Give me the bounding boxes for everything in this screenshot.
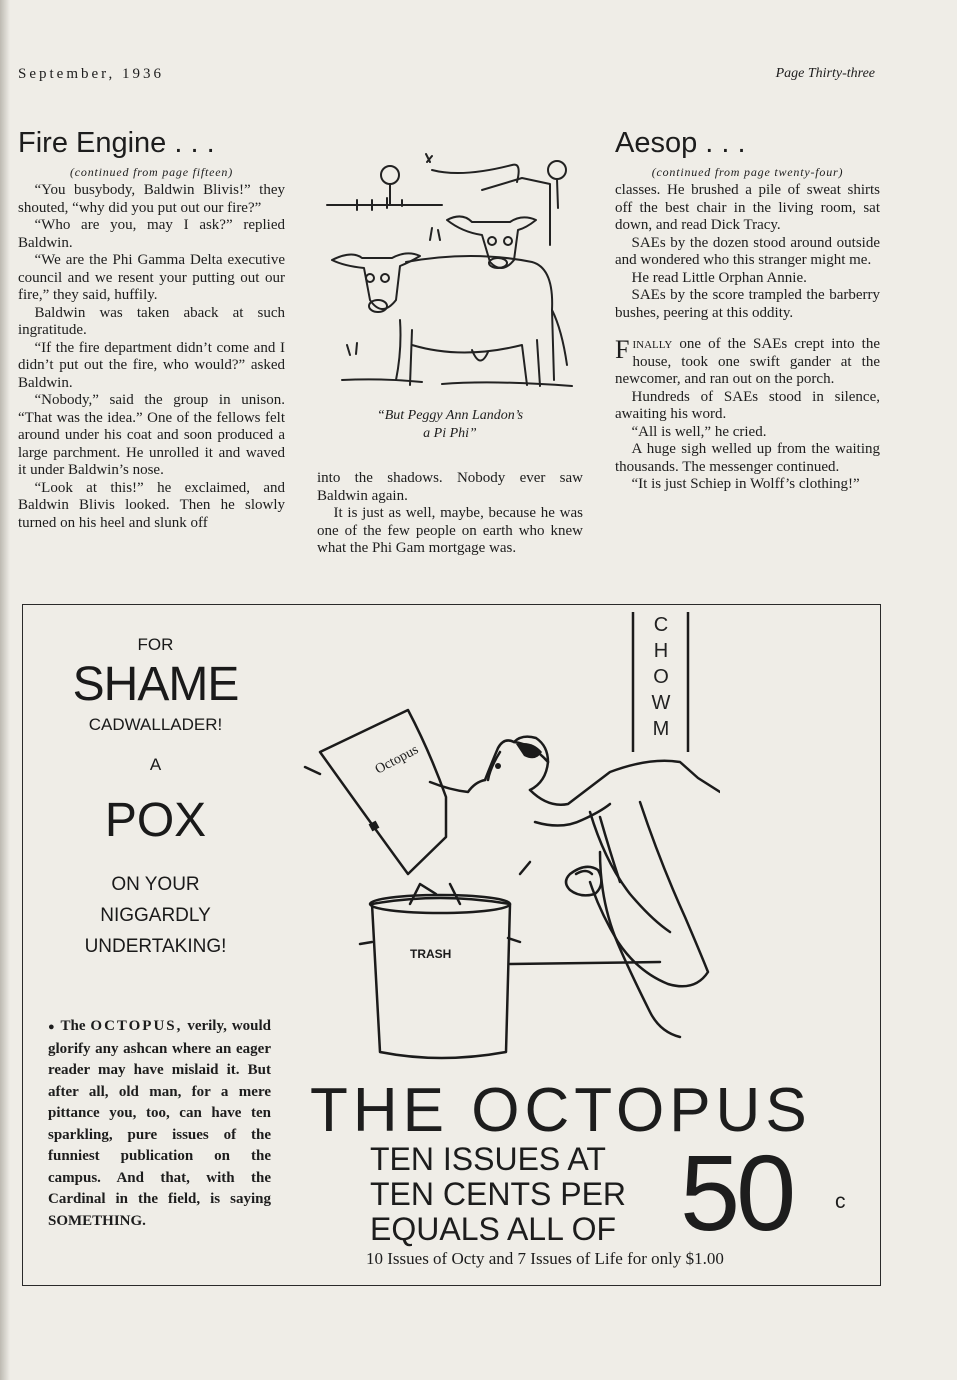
aesop-paragraph: He read Little Orphan Annie. (631, 269, 807, 286)
sign-letter: H (653, 640, 669, 662)
price-line: EQUALS ALL OF (370, 1211, 617, 1247)
fire-engine-title: Fire Engine . . . (18, 127, 215, 159)
ad-cadwallader: CADWALLADER! (88, 715, 223, 734)
cartoon-caption (317, 407, 583, 443)
price-line: TEN ISSUES AT (370, 1141, 606, 1177)
fire-engine-paragraph: “Look at this!” he exclaimed, and Baldwin Blivis looked. Then he slowly turned on his heel and slunk off (18, 479, 285, 531)
aesop-paragraph: SAEs by the dozen stood around outside and wondered who this stranger might me. (615, 234, 880, 268)
aesop-dropcap-text: one of the SAEs crept into the house, took one swift gander at the newcomer, and ran out on the porch. (615, 336, 881, 387)
fire-engine-paragraph: It is just as well, maybe, because he was one of the few people on earth who knew what the Phi Gam mortgage was. (317, 505, 583, 556)
ad-blurb (48, 1016, 271, 1232)
page-gutter-shadow (0, 0, 10, 1380)
aesop-paragraph: A huge sigh welled up from the waiting thousands. The messenger continued. (615, 441, 880, 475)
fire-engine-paragraph: “If the fire department didn’t come and I didn’t put out the fire, who would?” asked Baldwin. (18, 339, 285, 391)
cow-cartoon-illustration (322, 150, 578, 400)
cartoon-caption-line: “But Peggy Ann Landon’s (376, 408, 524, 423)
sign-letter: O (653, 666, 669, 688)
page-number: Page Thirty-three (775, 66, 875, 81)
page-header (18, 66, 875, 86)
ad-blurb-prefix: The (60, 1018, 86, 1034)
ad-price-lines (370, 1142, 670, 1247)
aesop-paragraph: classes. He brushed a pile of sweat shirts off the best chair in the living room, sat down, and read Dick Tracy. (615, 182, 880, 233)
ad-blurb-octopus: OCTOPUS, (90, 1018, 183, 1034)
ad-pox: POX (104, 794, 207, 847)
fire-engine-paragraph: “We are the Phi Gamma Delta executive council and we resent your putting out our fire,” they said, huffily. (18, 252, 285, 303)
magazine-label: Octopus (372, 742, 422, 778)
drop-cap-word: inally (632, 336, 673, 352)
aesop-paragraph: “All is well,” he cried. (631, 423, 767, 440)
fire-engine-continued-note: (continued from page fifteen) (69, 165, 234, 179)
drop-cap-letter: F (615, 335, 630, 364)
chow-sign-letters (633, 612, 689, 742)
fire-engine-paragraph: “Nobody,” said the group in unison. “That was the idea.” One of the fellows felt around under his coat and soon produced a large parchment. He unrolled it and waved it under Baldwin’s nose. (18, 392, 285, 478)
price-line: TEN CENTS PER (370, 1176, 627, 1212)
ad-on-your: ON YOUR (111, 874, 200, 895)
aesop-paragraph: SAEs by the score trampled the barberry bushes, peering at this oddity. (615, 287, 880, 321)
aesop-paragraph: Hundreds of SAEs stood in silence, awaiting his word. (615, 388, 880, 422)
fire-engine-paragraph: “Who are you, may I ask?” replied Baldwin. (18, 217, 285, 251)
trash-can-label: TRASH (410, 947, 452, 961)
ad-a: A (149, 755, 162, 774)
sign-letter: M (652, 718, 670, 740)
aesop-continued-note: (continued from page twenty-four) (651, 165, 844, 179)
ad-niggardly: NIGGARDLY (100, 905, 211, 926)
sign-letter: C (653, 614, 669, 636)
fire-engine-paragraph: into the shadows. Nobody ever saw Baldwin again. (317, 470, 583, 504)
ad-shame: SHAME (72, 658, 239, 711)
fire-engine-continuation (317, 470, 583, 558)
aesop-paragraph: “It is just Schiep in Wolff’s clothing!” (631, 476, 860, 492)
ad-blurb-text: verily, would glorify any ashcan where an eager reader may have mislaid it. But after all, old man, for a mere pittance you, too, can have ten sparkling, pure issues of the funniest publication on the campus. And that, with the Cardinal in the field, is saying SOMETHING. (48, 1018, 272, 1229)
ad-price-unit: c (835, 1190, 846, 1213)
sign-letter: W (651, 692, 671, 714)
fire-engine-paragraph: “You busybody, Baldwin Blivis!” they shouted, “why did you put out our fire?” (18, 182, 285, 216)
ad-undertaking: UNDERTAKING! (84, 936, 227, 957)
issue-date: September, 1936 (18, 66, 165, 82)
ad-for: FOR (137, 635, 174, 654)
ad-price-big: 50 (680, 1132, 793, 1253)
aesop-title: Aesop . . . (615, 127, 746, 159)
fire-engine-column (18, 125, 285, 532)
cartoon-caption-line: a Pi Phi” (423, 426, 477, 441)
bullet-icon: ● (48, 1021, 56, 1033)
fire-engine-paragraph: Baldwin was taken aback at such ingratitude. (18, 304, 285, 338)
ad-octopus-title: THE OCTOPUS (310, 1076, 812, 1145)
ad-headline-stack (28, 635, 283, 962)
aesop-column (615, 125, 880, 494)
ad-subscription-deal: 10 Issues of Octy and 7 Issues of Life for only $1.00 (366, 1249, 724, 1268)
aesop-dropcap-paragraph (615, 336, 880, 389)
